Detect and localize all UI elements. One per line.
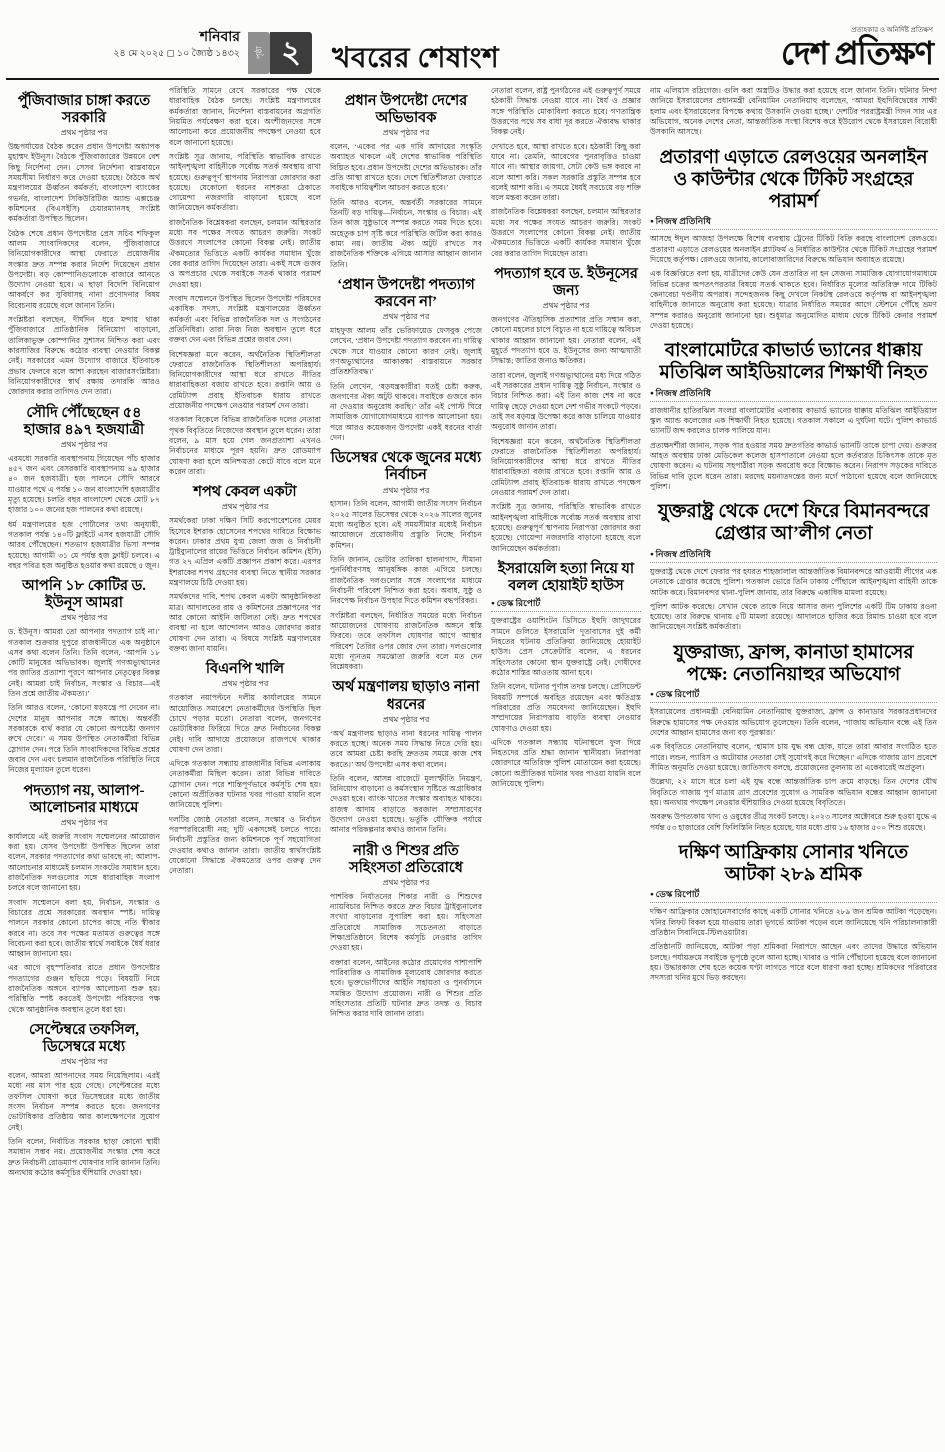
story-paragraph: উল্লেখ্য, ২২ মাসে ধরে চলা এই যুদ্ধ বন্ধে আন্তর্জাতিক চাপ ক্রমে বাড়ছে। তিন দেশের যৌথ বিবৃতিতে গাজায় পূর্ণ মাত্রায় ত্রাণ প্রবেশের সুযোগ ও সামরিক অভিযান বন্ধের আহ্বান জানানো হয়। অন্যথায় পদক্ষেপ নেওয়ার হুঁশিয়ারিও দেওয়া হয়েছে বিবৃতিতে। bbox=[650, 777, 937, 807]
story-paragraph: ইসরায়েলের প্রধানমন্ত্রী বেনিয়ামিন নেতানিয়াহু যুক্তরাজ্য, ফ্রান্স ও কানাডার সরকারপ্রধানদের বিরুদ্ধে হামাসের পক্ষ নেওয়ার অভিযোগ তুলেছেন। তিনি বলেন, ‘গাজায় অভিযান বন্ধে এই তিন দেশের আহ্বান হামাসের জন্য বড় পুরস্কার।’ bbox=[650, 707, 937, 737]
story-paragraph: বৈঠক শেষে প্রধান উপদেষ্টার প্রেস সচিব শফিকুল আলম সাংবাদিকদের বলেন, পুঁজিবাজারে বিনিয়োগকারীদের আস্থা ফেরাতে প্রয়োজনীয় সংস্কার দ্রুত সম্পন্ন করার নির্দেশ দিয়েছেন প্রধান উপদেষ্টা। বড় কোম্পানিগুলোকে বাজারে আনতে উদ্যোগ নেওয়া হবে। এ ছাড়া বিদেশি বিনিয়োগ আকর্ষণে কর সুবিধাসহ নানা প্রণোদনার বিষয় বিবেচনায় রয়েছে বলে জানান তিনি। bbox=[8, 228, 160, 310]
story-headline: পদত্যাগ নয়, আলাপ-আলোচনার মাধ্যমে bbox=[23, 782, 145, 816]
story-paragraph: পুলিশ আটক করেছে। সেখান থেকে তাকে নিয়ে আসার জন্য পুলিশের একটি টিম ঢাকায় রওনা হয়েছে। তার বিরুদ্ধে থানায় ৫টি মামলা রয়েছে। আদালতে হাজির করে রিমান্ড চাওয়া হবে বলে জানিয়েছেন সংশ্লিষ্ট কর্মকর্তারা। bbox=[650, 601, 937, 632]
date-block bbox=[28, 30, 240, 62]
story-paragraph: হাসান। তিনি বলেন, আগামী জাতীয় সংসদ নির্বাচন ২০২৫ সালের ডিসেম্বর থেকে ২০২৬ সালের জুনের মধ্যে অনুষ্ঠিত হবে। এই সময়সীমার মধ্যেই নির্বাচন আয়োজনে প্রয়োজনীয় প্রস্তুতি নিচ্ছে নির্বাচন কমিশন। bbox=[330, 499, 482, 550]
story-paragraph: যুক্তরাষ্ট্রের ওয়াশিংটন ডিসিতে ইহুদি জাদুঘরের সামনে গুলিতে ইসরায়েলি দূতাবাসের দুই কর্মী নিহতের ঘটনায় প্রতিক্রিয়া জানিয়েছে হোয়াইট হাউস। প্রেস সেক্রেটারি বলেন, এ ধরনের সহিংসতার কোনো স্থান যুক্তরাষ্ট্রে নেই। দোষীদের কঠোর শাস্তির আওতায় আনা হবে। bbox=[491, 616, 641, 677]
byline-rule bbox=[650, 229, 937, 230]
page-number-box bbox=[248, 32, 312, 74]
story-paragraph: বক্তারা বলেন, আইনের কঠোর প্রয়োগের পাশাপাশি পারিবারিক ও সামাজিক মূল্যবোধ জোরদার করতে হবে। ভুক্তভোগীদের আইনি সহায়তা ও পুনর্বাসনে সমন্বিত উদ্যোগ প্রয়োজন। নারী ও শিশুর প্রতি সহিংসতার প্রতিটি ঘটনার দ্রুত তদন্ত ও বিচার নিশ্চিত করার দাবি জানান তারা। bbox=[330, 957, 482, 1019]
continued-from-front-kicker: প্রথম পৃষ্ঠার পর bbox=[60, 439, 108, 449]
story-paragraph: পরিস্থিতি সামনে রেখে সরকারের পক্ষ থেকে ধারাবাহিক বৈঠক চলছে। সংশ্লিষ্ট মন্ত্রণালয়ের কর্মকর্তারা জানান, নির্দেশনা বাস্তবায়নের অগ্রগতি নিয়মিত পর্যবেক্ষণ করা হবে। অংশীজনদের সঙ্গে আলোচনা করে প্রয়োজনীয় পদক্ষেপ নেওয়া হবে বলে জানানো হয়েছে। bbox=[169, 86, 321, 147]
story-paragraph: অবরুদ্ধ উপত্যকায় খাদ্য ও ওষুধের তীব্র সংকট চলছে। ২০২৩ সালের অক্টোবরে শুরু হওয়া যুদ্ধে এ পর্যন্ত ৫৩ হাজারের বেশি ফিলিস্তিনি নিহত হয়েছে, যার মধ্যে প্রায় ১৬ হাজার ৫০০ শিশু রয়েছে। bbox=[650, 812, 937, 832]
logo-tagline: প্রত্যহকার ও অনির্দিষ্ট প্রতিক্ষণ bbox=[851, 26, 933, 34]
continued-from-front-kicker: প্রথম পৃষ্ঠার পর bbox=[60, 817, 108, 827]
story-headline: আপনি ১৮ কোটির ড. ইউনূস আমরা bbox=[22, 578, 146, 612]
story-headline: বিএনপি খালি bbox=[205, 661, 285, 678]
story-paragraph: পাশবিক নির্যাতনের শিকার নারী ও শিশুদের ন্যায়বিচার নিশ্চিত করতে দ্রুত বিচার ট্রাইব্যুনালের সংখ্যা বাড়ানোর সুপারিশ করা হয়। সহিংসতা প্রতিরোধে সামাজিক সচেতনতা বাড়াতে শিক্ষাপ্রতিষ্ঠানে বিশেষ কর্মসূচি নেওয়ার তাগিদ দেওয়া হয়। bbox=[330, 891, 482, 953]
weekday-label: শনিবার bbox=[199, 30, 240, 45]
story-headline-large: যুক্তরাষ্ট্র থেকে দেশে ফিরে বিমানবন্দরে গ্রেপ্তার আ’লীগ নেতা bbox=[657, 502, 930, 545]
page-word-label: পৃষ্ঠা bbox=[248, 32, 270, 74]
story-paragraph: তিনি লেখেন, ‘ষড়যন্ত্রকারীরা যতই চেষ্টা করুক, জনগণের ঐক্য অটুট থাকবে। সবাইকে গুজবে কান না দেওয়ার অনুরোধ করছি।’ তাঁর এই পোস্ট ঘিরে সামাজিক যোগাযোগমাধ্যমে ব্যাপক আলোচনা হয়। পরে আরও কয়েকজন উপদেষ্টা একই ধরনের বার্তা দেন। bbox=[330, 381, 482, 443]
byline: ● ডেস্ক রিপোর্ট bbox=[491, 597, 641, 609]
byline-rule bbox=[491, 611, 641, 612]
story-paragraph: ড. ইউনূস। আমরা তো আপনার পদত্যাগ চাই না।’ গতকাল শুক্রবার দুপুরে রাজধানীতে এক অনুষ্ঠানে এসব কথা বলেন তিনি। তিনি বলেন, ‘আপনি ১৮ কোটি মানুষের অভিভাবক। জুলাই গণঅভ্যুত্থানের পর জাতির প্রত্যাশা পূরণে আপনার নেতৃত্বের বিকল্প নেই। আমরা চাই নির্বাচন, সংস্কার ও বিচার—এই তিন প্রশ্নে জাতীয় ঐকমত্য।’ bbox=[8, 627, 160, 699]
story-paragraph: সংশ্লিষ্টরা বলছেন, দীর্ঘদিন ধরে মন্দায় থাকা পুঁজিবাজারে প্রাতিষ্ঠানিক বিনিয়োগ বাড়ানো, তালিকাভুক্ত কোম্পানির সুশাসন নিশ্চিত করা এবং কারসাজির বিরুদ্ধে কঠোর ব্যবস্থা নেওয়ার বিকল্প নেই। সরকারের এমন উদ্যোগ বাজারে ইতিবাচক প্রভাব ফেলবে বলে আশা করছেন বাজারসংশ্লিষ্টরা। বিনিয়োগকারীদের স্বার্থ রক্ষায় তদারকি আরও জোরদার করার তাগিদও দেন তারা। bbox=[8, 315, 160, 397]
story-paragraph: যুক্তরাষ্ট্র থেকে দেশে ফেরার পর হযরত শাহজালাল আন্তর্জাতিক বিমানবন্দরে আওয়ামী লীগের এক নেতাকে গ্রেপ্তার করেছে পুলিশ। গতকাল ভোরে তিনি ঢাকায় পৌঁছালে আইনশৃঙ্খলা বাহিনী তাকে আটক করে। বিমানবন্দর থানা-পুলিশ জানায়, তার বিরুদ্ধে একাধিক মামলা রয়েছে। bbox=[650, 566, 937, 597]
story-paragraph: রাজনৈতিক বিশ্লেষকরা বলছেন, চলমান অস্থিরতার মধ্যে সব পক্ষের সংযত আচরণ জরুরি। সংকট উত্তরণে সংলাপের কোনো বিকল্প নেই। জাতীয় ঐকমত্যের ভিত্তিতে একটি কার্যকর সমাধান খুঁজে বের করার তাগিদ দিয়েছেন তারা। একই সঙ্গে গুজব ও অপপ্রচার থেকে সবাইকে সতর্ক থাকার পরামর্শ দেওয়া হয়। bbox=[169, 217, 321, 289]
story-paragraph: কার্যালয়ে এই জরুরি সংবাদ সম্মেলনের আয়োজন করা হয়। যেসব উপদেষ্টা উপস্থিত ছিলেন তারা বলেন, সরকার পদত্যাগের কথা ভাবছে না; আলাপ-আলোচনার মাধ্যমেই চলমান সংকটের সমাধান হবে। রাজনৈতিক দলগুলোর সঙ্গে ধারাবাহিক সংলাপ চলবে বলে জানানো হয়। bbox=[8, 831, 160, 893]
page-number: ২ bbox=[270, 32, 312, 74]
news-column-5 bbox=[650, 86, 937, 1444]
story-headline: ইসরায়েলি হত্যা নিয়ে যা বলল হোয়াইট হাউস bbox=[497, 560, 635, 595]
news-column-4 bbox=[491, 86, 641, 1444]
story-paragraph: বিশেষজ্ঞরা মনে করেন, অর্থনৈতিক স্থিতিশীলতা ফেরাতে রাজনৈতিক স্থিতিশীলতা অপরিহার্য। বিনিয়োগকারীদের আস্থা ধরে রাখতে নীতির ধারাবাহিকতা বজায় রাখতে হবে। রপ্তানি আয় ও রেমিট্যান্স প্রবাহ ইতিবাচক ধারায় রাখতে প্রয়োজনীয় পদক্ষেপ নেওয়ার পরামর্শ দেন তারা। bbox=[169, 349, 321, 411]
story-paragraph: সংবাদ সম্মেলনে বলা হয়, নির্বাচন, সংস্কার ও বিচারের প্রশ্নে সরকারের অবস্থান স্পষ্ট। দায়িত্ব পালনে সরকার কোনো চাপের কাছে নতি স্বীকার করবে না। তবে সব পক্ষের মতামত গুরুত্বের সঙ্গে বিবেচনা করা হবে। জাতীয় স্বার্থে সবাইকে ধৈর্য ধরার আহ্বান জানানো হয়। bbox=[8, 897, 160, 959]
story-headline: পুঁজিবাজার চাঙ্গা করতে সরকারি bbox=[17, 93, 151, 127]
story-paragraph: বিশেষজ্ঞরা মনে করেন, অর্থনৈতিক স্থিতিশীলতা ফেরাতে রাজনৈতিক স্থিতিশীলতা অপরিহার্য। বিনিয়োগকারীদের আস্থা ধরে রাখতে নীতির ধারাবাহিকতা বজায় রাখতে হবে। রপ্তানি আয় ও রেমিট্যান্স প্রবাহ ইতিবাচক ধারায় রাখতে পদক্ষেপ নেওয়ার পরামর্শ দেন তারা। bbox=[491, 436, 641, 498]
logo-title: দেশ প্রতিক্ষণ bbox=[780, 35, 933, 71]
story-headline: অর্থ মন্ত্রণালয় ছাড়াও নানা ধরনের bbox=[332, 679, 480, 713]
news-column-2 bbox=[169, 86, 321, 1444]
byline-rule bbox=[650, 562, 937, 563]
story-paragraph: প্রত্যক্ষদর্শীরা জানান, সড়ক পার হওয়ার সময় দ্রুতগতির কাভার্ড ভ্যানটি তাকে চাপা দেয়। গুরুতর আহত অবস্থায় ঢাকা মেডিকেল কলেজ হাসপাতালে নেওয়া হলে কর্তব্যরত চিকিৎসক তাকে মৃত ঘোষণা করেন। এ ঘটনায় সহপাঠীরা সড়ক অবরোধ করে বিক্ষোভ করেন। নিরাপদ সড়কের দাবিতে বিভিন্ন দাবি তুলে ধরেন তারা। মরদেহ ময়নাতদন্তের জন্য মর্গে পাঠানো হয়েছে বলে জানিয়েছে পুলিশ। bbox=[650, 440, 937, 491]
story-headline-large: দক্ষিণ আফ্রিকায় সোনার খনিতে আটকা ২৮৯ শ্রমিক bbox=[678, 842, 909, 885]
story-paragraph: রাজধানীর হাতিরঝিল সংলগ্ন বাংলামোটর এলাকায় কাভার্ড ভ্যানের ধাক্কায় মতিঝিল আইডিয়াল স্কুল অ্যান্ড কলেজের এক শিক্ষার্থী নিহত হয়েছে। গতকাল সকালে এ দুর্ঘটনা ঘটে। পুলিশ কাভার্ড ভ্যানটি জব্দ করলেও চালক পালিয়ে যান। bbox=[650, 405, 937, 436]
story-headline: সৌদি পৌঁছেছেন ৫৪ হাজার ৪৯৭ হজযাত্রী bbox=[23, 404, 145, 438]
story-paragraph: এরমধ্যে সরকারি ব্যবস্থাপনায় গিয়েছেন পাঁচ হাজার ৪৫৭ জন এবং বেসরকারি ব্যবস্থাপনায় ৪৯ হাজার ৪০ জন হজযাত্রী। হজ পালনে সৌদি আরবে যাওয়ার পথে এ পর্যন্ত ১০ জন বাংলাদেশি হজযাত্রীর মৃত্যু হয়েছে। চলতি বছর বাংলাদেশ থেকে মোট ৮৭ হাজার ১০০ জনের হজ পালনের কথা রয়েছে। bbox=[8, 453, 160, 515]
continued-from-front-kicker: প্রথম পৃষ্ঠার পর bbox=[382, 714, 430, 724]
byline-rule bbox=[650, 401, 937, 402]
story-headline-large: প্রতারণা এড়াতে রেলওয়ের অনলাইন ও কাউন্টার থেকে টিকিট সংগ্রহের পরামর্শ bbox=[659, 147, 928, 212]
byline: ● নিজস্ব প্রতিনিধি bbox=[650, 215, 937, 227]
story-paragraph: দলটির জ্যেষ্ঠ নেতারা বলেন, সংস্কার ও নির্বাচন পরস্পরবিরোধী নয়; দুটি একসঙ্গেই চলতে পারে। নির্বাচনী প্রস্তুতির জন্য কমিশনকে পূর্ণ সহযোগিতা দেওয়ার কথাও জানান তারা। জাতীয় স্বার্থসংশ্লিষ্ট যেকোনো সিদ্ধান্তে ঐকমত্যের ওপর গুরুত্ব দেন নেতারা। bbox=[169, 814, 321, 876]
story-paragraph: সংশ্লিষ্ট সূত্র জানায়, পরিস্থিতি স্বাভাবিক রাখতে আইনশৃঙ্খলা বাহিনীকে সর্বোচ্চ সতর্ক অবস্থায় রাখা হয়েছে। গুরুত্বপূর্ণ স্থাপনায় নিরাপত্তা জোরদার করা হয়েছে। গোয়েন্দা নজরদারি বাড়ানো হয়েছে বলে জানিয়েছেন কর্মকর্তারা। bbox=[491, 502, 641, 553]
story-paragraph: নাম এলিয়াস রদ্রিগেজ। গুলি করা অস্ত্রটিও উদ্ধার করা হয়েছে বলে জানান তিনি। ঘটনার নিন্দা জানিয়ে ইসরায়েলের প্রধানমন্ত্রী বেনিয়ামিন নেতানিয়াহু বলেছেন, ‘আমরা ইহুদিবিদ্বেষের সাক্ষী হলাম এবং ইসরায়েলের বিপক্ষে কথায় উসকানি দেওয়া হচ্ছে।’ দেশটির পররাষ্ট্রমন্ত্রী গিদন সার এর অভিযোগ, অনেক দেশের নেতা, আন্তর্জাতিক সংস্থা বিশেষ করে ইউরোপ থেকে ইসরায়েল বিরোধী উসকানি আসছে। bbox=[650, 86, 937, 137]
continued-from-front-kicker: প্রথম পৃষ্ঠার পর bbox=[221, 679, 269, 689]
story-paragraph: রাজনৈতিক বিশ্লেষকরা বলছেন, চলমান অস্থিরতার মধ্যে সব পক্ষের সংযত আচরণ জরুরি। সংকট উত্তরণে সংলাপের কোনো বিকল্প নেই। জাতীয় ঐকমত্যের ভিত্তিতে একটি কার্যকর সমাধান খুঁজে বের করার তাগিদ দিয়েছেন তারা। bbox=[491, 207, 641, 258]
story-paragraph: দক্ষিণ আফ্রিকার জোহানেসবার্গের কাছে একটি সোনার খনিতে ২৮৯ জন শ্রমিক আটকা পড়েছেন। খনির লিফট বিকল হয়ে যাওয়ায় তারা ভূগর্ভে আটকা পড়েন বলে জানিয়েছে খনি পরিচালনাকারী প্রতিষ্ঠান সিবানিয়ে-স্টিলওয়াটার। bbox=[650, 907, 937, 938]
story-paragraph: ‘অর্থ মন্ত্রণালয় ছাড়াও নানা ধরনের দায়িত্ব পালন করতে হচ্ছে। অনেক সময় সিদ্ধান্ত নিতে দেরি হয়। তবে আমরা চেষ্টা করছি দ্রুততম সময়ে কাজ শেষ করতে।’ অর্থ উপদেষ্টা এসব কথা বলেন। bbox=[330, 728, 482, 769]
story-paragraph: সমর্থকেরা ঢাকা দক্ষিণ সিটি করপোরেশনের মেয়র হিসেবে ইশরাক হোসেনের শপথের দাবিতে বিক্ষোভ করেন। ঢাকার প্রথম যুগ্ম জেলা জজ ও নির্বাচনী ট্রাইব্যুনালের রায়ের ভিত্তিতে নির্বাচন কমিশন (ইসি) গত ২৭ এপ্রিল একটি প্রজ্ঞাপন প্রকাশ করে। এরপর ইশরাকের শপথ গ্রহণের ব্যবস্থা নিতে স্থানীয় সরকার মন্ত্রণালয়ে চিঠি দেওয়া হয়। bbox=[169, 516, 321, 588]
story-paragraph: এদিকে গতকাল সন্ধ্যায় ঘটনাস্থলে ফুল দিয়ে নিহতদের প্রতি শ্রদ্ধা জানান স্থানীয়রা। নিরাপত্তা জোরদারে অতিরিক্ত পুলিশ মোতায়েন করা হয়েছে। কোনো অপ্রীতিকর ঘটনার খবর পাওয়া যায়নি বলে জানিয়েছে পুলিশ। bbox=[491, 737, 641, 789]
story-headline: শপথ কেবল একটা bbox=[193, 484, 297, 501]
story-headline-large: বাংলামোটরে কাভার্ড ভ্যানের ধাক্কায় মতিঝিল আইডিয়ালের শিক্ষার্থী নিহত bbox=[659, 341, 928, 384]
story-paragraph: তিনি বলেন, ঘটনার পূর্ণাঙ্গ তদন্ত চলছে। প্রেসিডেন্ট বিষয়টি সম্পর্কে অবহিত রয়েছেন এবং ক্ষতিগ্রস্ত পরিবারের প্রতি সমবেদনা জানিয়েছেন। ইহুদি সম্প্রদায়ের নিরাপত্তায় বাড়তি ব্যবস্থা নেওয়ার ঘোষণাও দেওয়া হয়। bbox=[491, 682, 641, 733]
story-headline: ‘প্রধান উপদেষ্টা পদত্যাগ করবেন না’ bbox=[337, 276, 475, 310]
story-paragraph: সংশ্লিষ্টরা বলছেন, নির্ধারিত সময়ের মধ্যে নির্বাচন আয়োজনের ঘোষণায় রাজনৈতিক অঙ্গনে স্বস্তি ফিরবে। তবে তফসিল ঘোষণার আগে আস্থার পরিবেশ তৈরির ওপর জোর দেন তারা। দলগুলোর মধ্যে ন্যূনতম সমঝোতা জরুরি বলে মত দেন বিশ্লেষকরা। bbox=[330, 610, 482, 672]
story-paragraph: আসছে ঈদুল আজহা উপলক্ষে বিশেষ ব্যবস্থায় ট্রেনের টিকিট বিক্রি করছে বাংলাদেশ রেলওয়ে। প্রতারণা এড়াতে রেলওয়ের অনলাইন প্ল্যাটফর্ম ও নির্ধারিত কাউন্টার থেকে টিকিট সংগ্রহের পরামর্শ দিয়েছে কর্তৃপক্ষ। রেলওয়ে জানায়, কালোবাজারিদের বিরুদ্ধে অভিযান অব্যাহত রয়েছে। bbox=[650, 234, 937, 264]
story-paragraph: এক বিবৃতিতে নেতানিয়াহু বলেন, ‘হামাস চায় যুদ্ধ বন্ধ হোক, যাতে তারা আবার সংগঠিত হতে পারে। লন্ডন, প্যারিস ও অটোয়ার নেতারা সেই সুযোগই করে দিচ্ছেন।’ এদিকে গাজায় ত্রাণ প্রবেশে সীমিত অনুমতি দেওয়া হয়েছে। জাতিসংঘ বলছে, প্রয়োজনের তুলনায় তা একেবারেই অপ্রতুল। bbox=[650, 742, 937, 772]
story-paragraph: সমর্থকদের দাবি, শপথ কেবল একটা আনুষ্ঠানিকতা মাত্র। আদালতের রায় ও কমিশনের প্রজ্ঞাপনের পর আর কোনো আইনি জটিলতা নেই। দ্রুত শপথের ব্যবস্থা না হলে আন্দোলন আরও জোরদার করার ঘোষণা দেন তারা। এ বিষয়ে সংশ্লিষ্ট মন্ত্রণালয়ের বক্তব্য জানা যায়নি। bbox=[169, 592, 321, 653]
continued-from-front-kicker: প্রথম পৃষ্ঠার পর bbox=[382, 128, 430, 138]
news-column-1 bbox=[8, 86, 160, 1444]
story-paragraph: এক বিজ্ঞপ্তিতে বলা হয়, যাত্রীদের কেউ যেন প্রতারিত না হন সেজন্য সামাজিক যোগাযোগমাধ্যমে বিভিন্ন চক্রের অপতৎপরতার বিষয়ে সতর্ক থাকতে হবে। নির্ধারিত মূল্যের অতিরিক্ত দামে টিকিট কেনাবেচা দণ্ডনীয় অপরাধ। সন্দেহজনক কিছু দেখলে নিকটস্থ রেলওয়ে কর্তৃপক্ষ বা আইনশৃঙ্খলা বাহিনীকে জানাতে অনুরোধ করা হয়েছে। যাত্রার নির্ধারিত সময়ের আগে স্টেশনে পৌঁছে ভ্রমণ সম্পন্ন করারও অনুরোধ জানানো হয়। শুধুমাত্র অনুমোদিত মাধ্যম থেকে টিকিট কেনার পরামর্শ দেওয়া হয়েছে। bbox=[650, 269, 937, 330]
story-headline: নারী ও শিশুর প্রতি সহিংসতা প্রতিরোধে bbox=[349, 842, 463, 876]
story-headline-large: যুক্তরাজ্য, ফ্রান্স, কানাডা হামাসের পক্ষে: নেতানিয়াহুর অভিযোগ bbox=[673, 642, 914, 685]
story-paragraph: সংশ্লিষ্ট সূত্র জানায়, পরিস্থিতি স্বাভাবিক রাখতে আইনশৃঙ্খলা বাহিনীকে সর্বোচ্চ সতর্ক অবস্থায় রাখা হয়েছে। গুরুত্বপূর্ণ স্থাপনায় নিরাপত্তা জোরদার করা হয়েছে। যেকোনো ধরনের নাশকতা ঠেকাতে গোয়েন্দা নজরদারি বাড়ানো হয়েছে বলে জানিয়েছেন কর্মকর্তারা। bbox=[169, 151, 321, 213]
story-paragraph: সংবাদ সম্মেলনে উপস্থিত ছিলেন উপদেষ্টা পরিষদের একাধিক সদস্য, সংশ্লিষ্ট মন্ত্রণালয়ের ঊর্ধ্বতন কর্মকর্তা এবং বিভিন্ন রাজনৈতিক দল ও সংগঠনের প্রতিনিধিরা। তারা নিজ নিজ অবস্থান তুলে ধরে বক্তব্য দেন এবং বিভিন্ন প্রশ্নের জবাব দেন। bbox=[169, 293, 321, 345]
news-column-3 bbox=[330, 86, 482, 1444]
byline: ● নিজস্ব প্রতিনিধি bbox=[650, 387, 937, 399]
newspaper-logo bbox=[781, 24, 933, 69]
story-paragraph: জনগণের ঐতিহাসিক প্রত্যাশার প্রতি সম্মান করা, কোনো মহলের চাপে বিচ্যুত না হয়ে দায়িত্বে অবিচল থাকার আহ্বান জানানো হয়। নেতারা বলেন, এই মুহূর্তে পদত্যাগ হবে ড. ইউনূসের জন্য আত্মঘাতী সিদ্ধান্ত; জাতির জন্যও ক্ষতিকর। bbox=[491, 315, 641, 366]
continued-from-front-kicker: প্রথম পৃষ্ঠার পর bbox=[382, 877, 430, 887]
story-paragraph: মাহফুজ আলম তাঁর ভেরিফায়েড ফেসবুক পেজে লেখেন, ‘প্রধান উপদেষ্টা পদত্যাগ করবেন না। দায়িত্ব থেকে সরে যাওয়ার কোনো কারণ নেই। জুলাই গণঅভ্যুত্থানের আকাঙ্ক্ষা বাস্তবায়নে সরকার প্রতিশ্রুতিবদ্ধ।’ bbox=[330, 325, 482, 377]
story-paragraph: তিনি জানান, ভোটার তালিকা হালনাগাদ, সীমানা পুনর্নির্ধারণসহ আনুষঙ্গিক কাজ এগিয়ে চলছে। রাজনৈতিক দলগুলোর সঙ্গে সংলাপের মাধ্যমে নির্বাচনী পরিবেশ নিশ্চিত করা হবে। অবাধ, সুষ্ঠু ও নিরপেক্ষ নির্বাচন উপহার দিতে কমিশন বদ্ধপরিকর। bbox=[330, 555, 482, 606]
story-paragraph: এদিকে গতকাল সন্ধ্যায় রাজধানীর বিভিন্ন এলাকায় নেতাকর্মীরা মিছিল করেন। তারা বিভিন্ন দাবিতে স্লোগান দেন। পরে শান্তিপূর্ণভাবে কর্মসূচি শেষ হয়। কোনো অপ্রীতিকর ঘটনার খবর পাওয়া যায়নি বলে জানিয়েছে পুলিশ। bbox=[169, 759, 321, 810]
story-paragraph: দেখাতে হবে, আস্থা রাখতে হবে। হঠকারী কিছু করা যাবে না। তেমনি, আবেগের পুনরাবৃত্তিও চাওয়া যাবে না। আস্থার জায়গা, সেটা কেউ ভঙ্গ করবে না বলে আশা করি। সকল সরকারি প্রস্তুতি সম্পন্ন হবে বলেই আশা করি। এ সময়ে ধৈর্যই সবচেয়ে বড় শক্তি বলে মন্তব্য করেন তারা। bbox=[491, 141, 641, 203]
story-paragraph: গতকাল নয়াপল্টনে দলীয় কার্যালয়ের সামনে আয়োজিত সমাবেশে নেতাকর্মীদের উপস্থিতি ছিল চোখে পড়ার মতো। নেতারা বলেন, জনগণের ভোটাধিকার ফিরিয়ে দিতে দ্রুত নির্বাচনের বিকল্প নেই। দাবি আদায়ে প্রয়োজনে রাজপথে থাকার ঘোষণা দেন তারা। bbox=[169, 693, 321, 754]
story-paragraph: গতকাল বিকেলে বিভিন্ন রাজনৈতিক দলের নেতারা পৃথক বিবৃতিতে নিজেদের অবস্থান তুলে ধরেন। তারা বলেন, ৯ মাস হয়ে গেল জনপ্রত্যাশা এখনও নির্বাচনের মাধ্যমে পূরণ হয়নি। দ্রুত রোডম্যাপ ঘোষণা করা হলে অনিশ্চয়তা কেটে যাবে বলে মনে করেন তারা। bbox=[169, 415, 321, 476]
continued-from-front-kicker: প্রথম পৃষ্ঠার পর bbox=[542, 301, 590, 311]
story-paragraph: তিনি আরও বলেন, ‘কোনো ষড়যন্ত্রে পা দেবেন না। দেশের মানুষ আপনার সঙ্গে আছে। অন্তর্বর্তী সরকারকে ব্যর্থ করার যে কোনো অপচেষ্টা জনগণ রুখে দেবে।’ এ সময় উপস্থিত নেতাকর্মীরা বিভিন্ন স্লোগান দেন। পরে তিনি সাংবাদিকদের বিভিন্ন প্রশ্নের জবাব দেন এবং চলমান রাজনৈতিক পরিস্থিতি নিয়ে নিজের মূল্যায়ন তুলে ধরেন। bbox=[8, 703, 160, 775]
story-paragraph: তিনি বলেন, আসন্ন বাজেটে মূল্যস্ফীতি নিয়ন্ত্রণ, বিনিয়োগ বাড়ানো ও কর্মসংস্থান সৃষ্টিতে অগ্রাধিকার দেওয়া হবে। ব্যাংক খাতের সংস্কার অব্যাহত থাকবে। রাজস্ব আদায় বাড়াতে করজাল সম্প্রসারণের উদ্যোগ নেওয়া হয়েছে। ভর্তুকি যৌক্তিক পর্যায়ে আনার পরিকল্পনার কথাও জানান তিনি। bbox=[330, 773, 482, 835]
continued-from-front-kicker: প্রথম পৃষ্ঠার পর bbox=[60, 613, 108, 623]
section-title: খবরের শেষাংশ bbox=[332, 43, 500, 74]
continued-from-front-kicker: প্রথম পৃষ্ঠার পর bbox=[382, 312, 430, 322]
continued-from-front-kicker: প্রথম পৃষ্ঠার পর bbox=[382, 485, 430, 495]
byline: ● নিজস্ব প্রতিনিধি bbox=[650, 548, 937, 560]
story-paragraph: উচ্চপর্যায়ের বৈঠক করেন প্রধান উপদেষ্টা অধ্যাপক মুহাম্মদ ইউনূস। বৈঠকে পুঁজিবাজারের উন্নয়নে বেশ কিছু নির্দেশনা দেন। সেসব নির্দেশনা বাস্তবায়নে সময়সীমা নির্ধারণ করে দেওয়া হয়েছে। বৈঠকে অর্থ মন্ত্রণালয়ের ঊর্ধ্বতন কর্মকর্তা, বাংলাদেশ ব্যাংকের গভর্নর, বাংলাদেশ সিকিউরিটিজ অ্যান্ড এক্সচেঞ্জ কমিশনের (বিএসইসি) চেয়ারম্যানসহ সংশ্লিষ্ট কর্মকর্তারা উপস্থিত ছিলেন। bbox=[8, 142, 160, 224]
byline-rule bbox=[650, 902, 937, 903]
story-paragraph: ধর্ম মন্ত্রণালয়ের হজ পোর্টালের তথ্য অনুযায়ী, গতকাল পর্যন্ত ১৪০টি ফ্লাইটে এসব হজযাত্রী সৌদি আরব পৌঁছেছেন। শতভাগ হজযাত্রীর ভিসা সম্পন্ন হয়েছে। আগামী ৩১ মে পর্যন্ত হজ ফ্লাইট চলবে। এ বছর পবিত্র হজ অনুষ্ঠিত হওয়ার কথা রয়েছে ৫ জুন। bbox=[8, 519, 160, 570]
story-paragraph: তিনি আরও বলেন, অন্তর্বর্তী সরকারের সামনে তিনটি বড় দায়িত্ব—নির্বাচন, সংস্কার ও বিচার। এই তিন কাজ সুষ্ঠুভাবে সম্পন্ন করতে সময় দিতে হবে। অহেতুক চাপ সৃষ্টি করে পরিস্থিতি জটিল করা কারও কাম্য নয়। জাতীয় ঐক্য অটুট রাখতে সব রাজনৈতিক শক্তিকে এগিয়ে আসার আহ্বান জানান তিনি। bbox=[330, 197, 482, 269]
byline-rule bbox=[650, 702, 937, 703]
story-headline: পদত্যাগ হবে ড. ইউনূসের জন্য bbox=[494, 266, 638, 300]
byline: ● ডেস্ক রিপোর্ট bbox=[650, 688, 937, 700]
masthead bbox=[0, 20, 945, 78]
story-paragraph: বলেন, আমরা আপনাদের সময় নিয়েছিলাম। এরই মধ্যে নয় মাস পার হয়ে গেছে। সেপ্টেম্বরের মধ্যে তফসিল ঘোষণা করে ডিসেম্বরের মধ্যে জাতীয় সংসদ নির্বাচন সম্পন্ন করতে হবে। জনগণের ভোটাধিকার প্রতিষ্ঠায় আর কালক্ষেপণের সুযোগ নেই। bbox=[8, 1071, 160, 1132]
date-label: ২৪ মে ২০২৫ ◻ ১০ জ্যৈষ্ঠ ১৪৩২ bbox=[113, 49, 240, 60]
continued-from-front-kicker: প্রথম পৃষ্ঠার পর bbox=[60, 1057, 108, 1067]
masthead-rule bbox=[6, 78, 939, 80]
story-paragraph: নেতারা বলেন, রাষ্ট্র পুনর্গঠনের এই গুরুত্বপূর্ণ সময়ে হঠকারী সিদ্ধান্ত নেওয়া যাবে না। ধৈর্য ও প্রজ্ঞার সঙ্গে পরিস্থিতি মোকাবিলা করতে হবে। গণতান্ত্রিক উত্তরণের পথে সব বাধা দূর করতে ঐক্যবদ্ধ থাকার বিকল্প নেই। bbox=[491, 86, 641, 137]
story-headline: ডিসেম্বর থেকে জুনের মধ্যে নির্বাচন bbox=[330, 450, 482, 484]
continued-from-front-kicker: প্রথম পৃষ্ঠার পর bbox=[221, 502, 269, 512]
story-headline: সেপ্টেম্বরে তফসিল, ডিসেম্বরে মধ্যে bbox=[28, 1022, 140, 1056]
story-headline: প্রধান উপদেষ্টা দেশের অভিভাবক bbox=[344, 93, 468, 127]
story-paragraph: তিনি বলেন, নির্বাচিত সরকার ছাড়া কোনো স্থায়ী সমাধান সম্ভব নয়। প্রয়োজনীয় সংস্কার শেষ করে দ্রুত নির্বাচনী রোডম্যাপ ঘোষণার দাবি জানান তিনি। অন্যথায় কঠোর কর্মসূচির হুঁশিয়ারি দেওয়া হয়। bbox=[8, 1136, 160, 1177]
story-paragraph: এর আগে বৃহস্পতিবার রাতে প্রধান উপদেষ্টার পদত্যাগের গুঞ্জন ছড়িয়ে পড়ে। বিষয়টি নিয়ে রাজনৈতিক অঙ্গনে ব্যাপক আলোচনা শুরু হয়। পরিস্থিতি স্পষ্ট করতেই উপদেষ্টা পরিষদের পক্ষ থেকে আনুষ্ঠানিক অবস্থান তুলে ধরা হয়। bbox=[8, 963, 160, 1014]
story-paragraph: প্রতিষ্ঠানটি জানিয়েছে, আটকা পড়া শ্রমিকরা নিরাপদে আছেন এবং তাদের উদ্ধারে অভিযান চলছে। পর্যায়ক্রমে সবাইকে ভূপৃষ্ঠে তুলে আনা হচ্ছে। খাবার ও পানি পৌঁছানো হয়েছে বলে জানানো হয়। উদ্ধারকাজ শেষ হতে কয়েক ঘণ্টা লাগতে পারে বলে ধারণা করা হচ্ছে। শ্রমিকদের পরিবারের সদস্যরা খনির মুখে ভিড় করছেন। bbox=[650, 942, 937, 983]
continued-from-front-kicker: প্রথম পৃষ্ঠার পর bbox=[60, 128, 108, 138]
byline: ● ডেস্ক রিপোর্ট bbox=[650, 888, 937, 900]
story-paragraph: বলেন, ‘একের পর এক দাবি আদায়ের সংস্কৃতি অব্যাহত থাকলে এই দেশের স্বাভাবিক পরিস্থিতি বিঘ্নিত হবে। প্রধান উপদেষ্টা দেশের অভিভাবক। তাঁর প্রতি আস্থা রাখতে হবে। দেশে স্থিতিশীলতা ফেরাতে সবাইকে দায়িত্বশীল আচরণ করতে হবে।’ bbox=[330, 142, 482, 193]
story-paragraph: তারা বলেন, জুলাই গণঅভ্যুত্থানের মধ্য দিয়ে গঠিত এই সরকারের প্রধান দায়িত্ব সুষ্ঠু নির্বাচন, সংস্কার ও বিচার নিশ্চিত করা। এই তিন কাজ শেষ না করে দায়িত্ব ছেড়ে দেওয়া হলে দেশ গভীর সংকটে পড়বে। তাই সব ষড়যন্ত্র উপেক্ষা করে কাজ চালিয়ে যাওয়ার অনুরোধ জানান তারা। bbox=[491, 370, 641, 432]
